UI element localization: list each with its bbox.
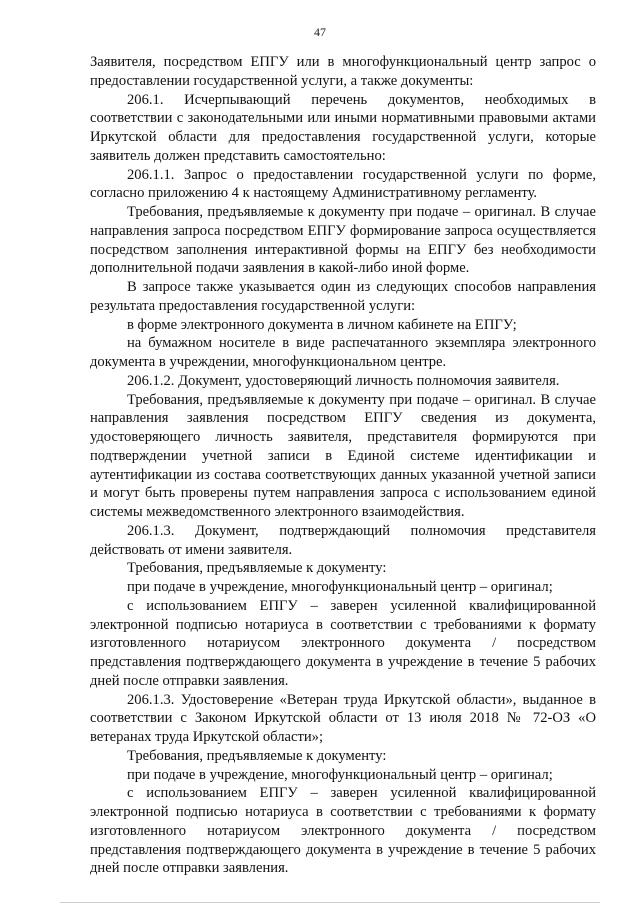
paragraph-4: В запросе также указывается один из следующих способов направления результата предоставления государственной услуги: — [90, 279, 596, 314]
paragraph-10: Требования, предъявляемые к документу: — [127, 560, 387, 577]
paragraph-9: 206.1.3. Документ, подтверждающий полномочия представителя действовать от имени заявителя. — [90, 522, 596, 558]
page-number: 47 — [314, 25, 326, 39]
paragraph-13: 206.1.3. Удостоверение «Ветеран труда Иркутской области», выданное в соответствии с Законом Иркутской области от 13 июля 2018 № 72-ОЗ «О ветеранах труда Иркутской области»; — [90, 691, 596, 745]
paragraph-15: при подаче в учреждение, многофункциональный центр – оригинал; — [127, 766, 553, 783]
paragraph-6: на бумажном носителе в виде распечатанного экземпляра электронного документа в учреждении, многофункциональном центре. — [90, 335, 596, 370]
paragraph-7: 206.1.2. Документ, удостоверяющий личность полномочия заявителя. — [127, 372, 560, 389]
paragraph-3: Требования, предъявляемые к документу при подаче – оригинал. В случае направления запроса посредством ЕПГУ формирование запроса осуществляется посредством заполнения интерактивной формы на ЕПГУ без необходимости дополнительной подачи заявления в какой-либо иной форме. — [90, 204, 596, 277]
paragraph-8: Требования, предъявляемые к документу при подаче – оригинал. В случае направления заявления посредством ЕПГУ сведения из документа, удостоверяющего личность заявителя, представителя формируются при подтверждении учетной записи в Единой системе идентификации и аутентификации из состава соответствующих данных указанной учетной записи и могут быть проверены путем направления запроса с использованием единой системы межведомственного электронного взаимодействия. — [90, 391, 596, 520]
document-body — [90, 53, 596, 878]
paragraph-14: Требования, предъявляемые к документу: — [127, 747, 387, 764]
paragraph-12: с использованием ЕПГУ – заверен усиленной квалифицированной электронной подписью нотариуса в соответствии с требованиями к формату изготовленного нотариусом электронного документа / посредством представления подтверждающего документа в учреждение в течение 5 рабочих дней после отправки заявления. — [90, 597, 596, 689]
paragraph-0: Заявителя, посредством ЕПГУ или в многофункциональный центр запрос о предоставлении государственной услуги, а также документы: — [90, 54, 596, 89]
paragraph-1: 206.1. Исчерпывающий перечень документов, необходимых в соответствии с законодательными или иными нормативными правовыми актами Иркутской области для предоставления государственной услуги, которые заявитель должен представить самостоятельно: — [90, 91, 596, 164]
paragraph-11: при подаче в учреждение, многофункциональный центр – оригинал; — [127, 579, 553, 595]
paragraph-2: 206.1.1. Запрос о предоставлении государственной услуги по форме, согласно приложению 4 к настоящему Административному регламенту. — [90, 166, 596, 202]
paragraph-16: с использованием ЕПГУ – заверен усиленной квалифицированной электронной подписью нотариуса в соответствии с требованиями к формату изготовленного нотариусом электронного документа / посредством представления подтверждающего документа в учреждение в течение 5 рабочих дней после отправки заявления. — [90, 785, 596, 877]
page-bottom-edge — [60, 902, 600, 903]
paragraph-5: в форме электронного документа в личном кабинете на ЕПГУ; — [127, 316, 517, 333]
